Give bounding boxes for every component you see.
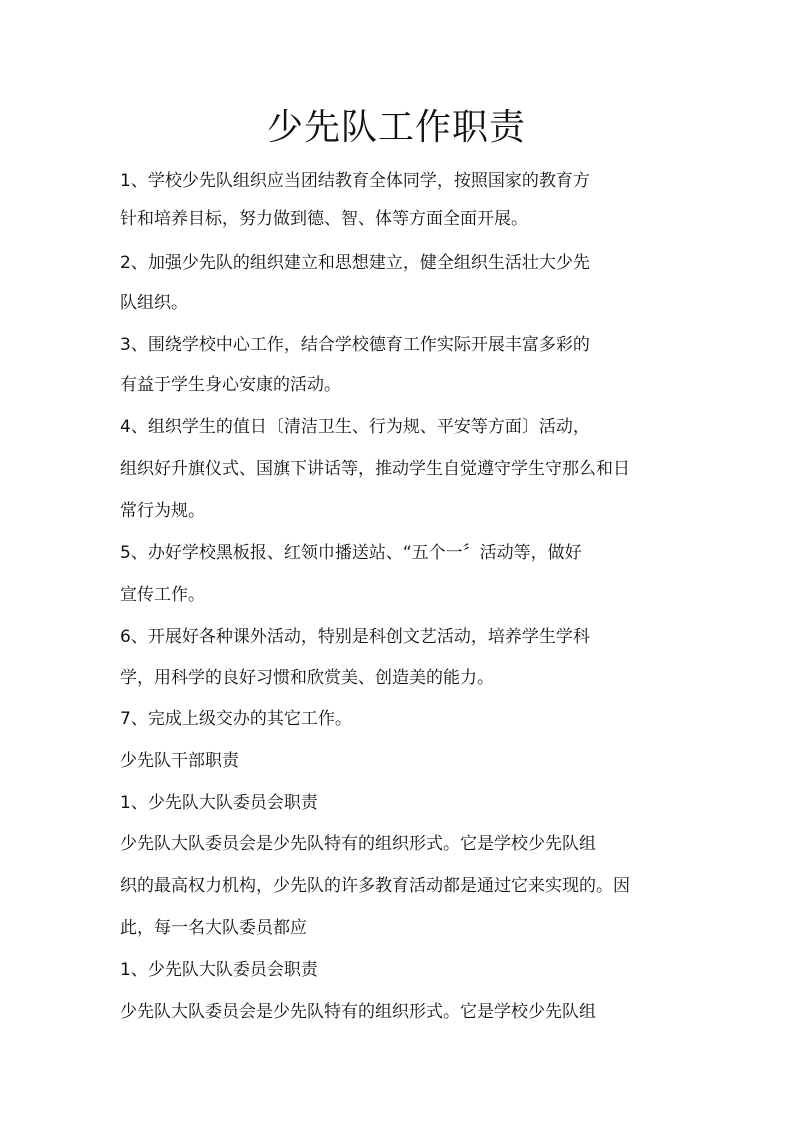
body-line: 针和培养目标，努力做到德、智、体等方面全面开展。 — [120, 209, 528, 229]
body-line: 7、完成上级交办的其它工作。 — [120, 709, 352, 729]
body-line: 1、少先队大队委员会职责 — [120, 960, 318, 980]
section-heading: 少先队干部职责 — [120, 751, 239, 771]
body-line: 1、学校少先队组织应当团结教育全体同学，按照国家的教育方 — [120, 171, 590, 191]
body-line: 宣传工作。 — [120, 585, 205, 605]
body-line: 常行为规。 — [120, 501, 205, 521]
body-line: 5、办好学校黑板报、红领巾播送站、“五个一〞活动等，做好 — [120, 543, 582, 563]
body-line: 队组织。 — [120, 293, 188, 313]
body-line: 有益于学生身心安康的活动。 — [120, 375, 341, 395]
body-line: 织的最高权力机构，少先队的许多教育活动都是通过它来实现的。因 — [120, 876, 630, 896]
body-line: 4、组织学生的值日〔清洁卫生、行为规、平安等方面〕活动， — [120, 417, 590, 437]
body-line: 6、开展好各种课外活动，特别是科创文艺活动，培养学生学科 — [120, 627, 590, 647]
body-line: 此，每一名大队委员都应 — [120, 918, 307, 938]
body-line: 1、少先队大队委员会职责 — [120, 793, 318, 813]
body-line: 少先队大队委员会是少先队特有的组织形式。它是学校少先队组 — [120, 1002, 596, 1022]
body-line: 3、围绕学校中心工作，结合学校德育工作实际开展丰富多彩的 — [120, 335, 590, 355]
document-title: 少先队工作职责 — [266, 107, 526, 148]
body-line: 学，用科学的良好习惯和欣赏美、创造美的能力。 — [120, 668, 494, 688]
body-line: 组织好升旗仪式、国旗下讲话等，推动学生自觉遵守学生守那么和日 — [120, 459, 630, 479]
body-line: 2、加强少先队的组织建立和思想建立，健全组织生活壮大少先 — [120, 253, 590, 273]
body-line: 少先队大队委员会是少先队特有的组织形式。它是学校少先队组 — [120, 834, 596, 854]
